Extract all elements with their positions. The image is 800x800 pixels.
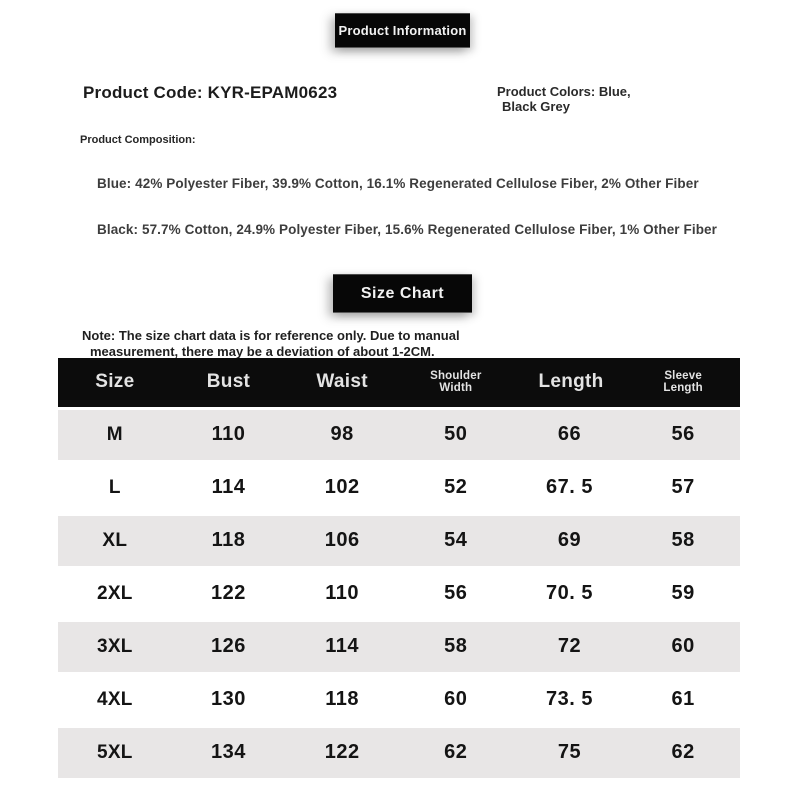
table-row <box>58 408 740 461</box>
measurement-cell: 110 <box>285 567 399 620</box>
size-note <box>82 328 460 359</box>
measurement-cell: 102 <box>285 461 399 514</box>
size-chart-badge-label: Size Chart <box>360 284 445 302</box>
measurement-cell: 72 <box>513 620 627 673</box>
measurement-cell: 62 <box>399 726 513 779</box>
table-row <box>58 461 740 514</box>
size-cell: 5XL <box>58 726 172 779</box>
column-header-shoulder-width: Shoulder Width <box>399 358 513 408</box>
table-row <box>58 673 740 726</box>
measurement-cell: 122 <box>172 567 286 620</box>
measurement-cell: 134 <box>172 726 286 779</box>
measurement-cell: 98 <box>285 408 399 461</box>
table-row <box>58 726 740 779</box>
measurement-cell: 114 <box>172 461 286 514</box>
measurement-cell: 54 <box>399 514 513 567</box>
measurement-cell: 62 <box>626 726 740 779</box>
column-header-waist: Waist <box>285 358 399 408</box>
size-cell: 3XL <box>58 620 172 673</box>
composition-black-text: Black: 57.7% Cotton, 24.9% Polyester Fiber, 15.6% Regenerated Cellulose Fiber, 1% Other Fiber <box>97 222 718 237</box>
measurement-cell: 106 <box>285 514 399 567</box>
measurement-cell: 50 <box>399 408 513 461</box>
measurement-cell: 57 <box>626 461 740 514</box>
composition-blue-text: Blue: 42% Polyester Fiber, 39.9% Cotton, 16.1% Regenerated Cellulose Fiber, 2% Other Fiber <box>97 176 699 191</box>
product-information-badge-label: Product Information <box>338 23 467 38</box>
size-cell: M <box>58 408 172 461</box>
measurement-cell: 122 <box>285 726 399 779</box>
measurement-cell: 118 <box>172 514 286 567</box>
measurement-cell: 59 <box>626 567 740 620</box>
measurement-cell: 73. 5 <box>513 673 627 726</box>
measurement-cell: 56 <box>399 567 513 620</box>
product-information-badge <box>335 13 470 48</box>
size-cell: 2XL <box>58 567 172 620</box>
measurement-cell: 58 <box>399 620 513 673</box>
size-chart-table-header <box>58 358 740 408</box>
composition-label: Product Composition: <box>80 134 196 146</box>
measurement-cell: 75 <box>513 726 627 779</box>
product-colors-line1: Product Colors: Blue, <box>497 84 631 99</box>
measurement-cell: 69 <box>513 514 627 567</box>
measurement-cell: 61 <box>626 673 740 726</box>
measurement-cell: 60 <box>626 620 740 673</box>
size-note-line2: measurement, there may be a deviation of about 1-2CM. <box>90 343 435 359</box>
column-header-sleeve-length: Sleeve Length <box>626 358 740 408</box>
measurement-cell: 56 <box>626 408 740 461</box>
column-header-length: Length <box>513 358 627 408</box>
size-cell: 4XL <box>58 673 172 726</box>
table-row <box>58 567 740 620</box>
header-row <box>58 358 740 408</box>
measurement-cell: 66 <box>513 408 627 461</box>
measurement-cell: 58 <box>626 514 740 567</box>
size-cell: XL <box>58 514 172 567</box>
table-row <box>58 514 740 567</box>
size-chart-badge <box>333 274 472 313</box>
measurement-cell: 67. 5 <box>513 461 627 514</box>
column-header-bust: Bust <box>172 358 286 408</box>
measurement-cell: 114 <box>285 620 399 673</box>
table-row <box>58 620 740 673</box>
measurement-cell: 126 <box>172 620 286 673</box>
product-colors-text <box>497 84 631 114</box>
size-note-line1: Note: The size chart data is for reference only. Due to manual <box>82 328 460 343</box>
size-chart-table <box>58 358 740 781</box>
measurement-cell: 118 <box>285 673 399 726</box>
product-code-text: Product Code: KYR-EPAM0623 <box>83 83 338 102</box>
product-colors-line2: Black Grey <box>502 99 570 114</box>
size-chart-table-body <box>58 408 740 779</box>
size-cell: L <box>58 461 172 514</box>
column-header-size: Size <box>58 358 172 408</box>
measurement-cell: 110 <box>172 408 286 461</box>
measurement-cell: 52 <box>399 461 513 514</box>
measurement-cell: 130 <box>172 673 286 726</box>
measurement-cell: 70. 5 <box>513 567 627 620</box>
measurement-cell: 60 <box>399 673 513 726</box>
